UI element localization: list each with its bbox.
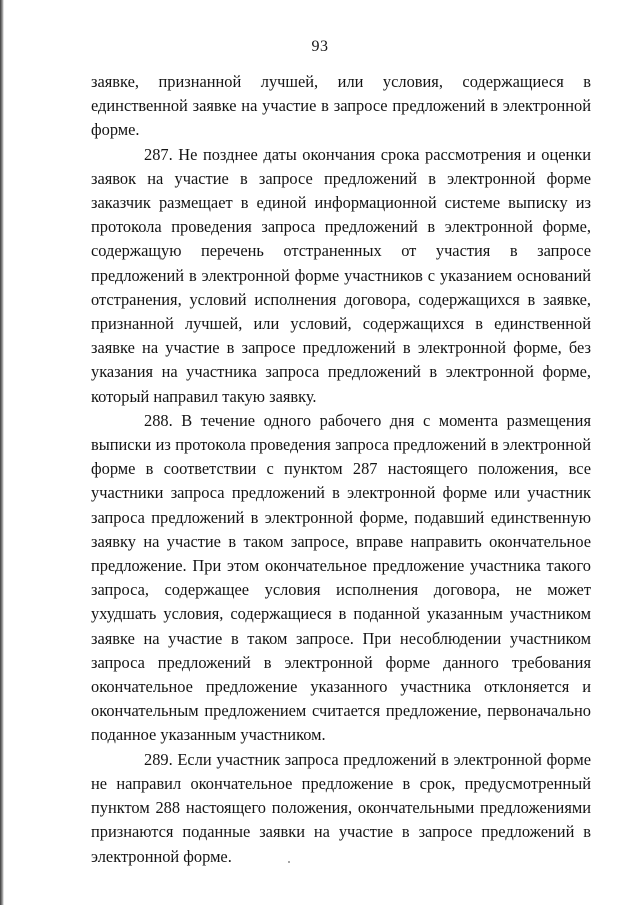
scan-edge-shadow — [0, 0, 4, 905]
paragraph-continuation: заявке, признанной лучшей, или условия, содержащиеся в единственной заявке на участие в запросе предложений в электронной форме. — [91, 72, 591, 140]
paragraph-288: 288. В течение одного рабочего дня с момента размещения выписки из протокола проведения запроса предложений в электронной форме в соответствии с пунктом 287 настоящего положения, все участники запроса предложений в электронной форме или участник запроса предложений в электронной форме, подавший единственную заявку на участие в таком запросе, вправе направить окончательное предложение. При этом окончательное предложение участника такого запроса, содержащее условия исполнения договора, не может ухудшать условия, содержащиеся в поданной указанным участником заявке на участие в таком запросе. При несоблюдении участником запроса предложений в электронной форме данного требования окончательное предложение указанного участника отклоняется и окончательным предложением считается предложение, первоначально поданное указанным участником. — [91, 410, 591, 745]
paragraph-287: 287. Не позднее даты окончания срока рассмотрения и оценки заявок на участие в запросе предложений в электронной форме заказчик размещает в единой информационной системе выписку из протокола проведения запроса предложений в электронной форме, содержащую перечень отстраненных от участия в запросе предложений в электронной форме участников с указанием оснований отстранения, условий исполнения договора, содержащихся в заявке, признанной лучшей, или условий, содержащихся в единственной заявке на участие в запросе предложений в электронной форме, без указания на участника запроса предложений в электронной форме, который направил такую заявку. — [91, 144, 591, 406]
page-number: 93 — [311, 38, 329, 55]
scan-speck — [288, 861, 290, 863]
document-body — [91, 70, 591, 869]
paragraph-289: 289. Если участник запроса предложений в электронной форме не направил окончательное предложение в срок, предусмотренный пунктом 288 настоящего положения, окончательными предложениями признаются поданные заявки на участие в запросе предложений в электронной форме. — [91, 749, 591, 866]
